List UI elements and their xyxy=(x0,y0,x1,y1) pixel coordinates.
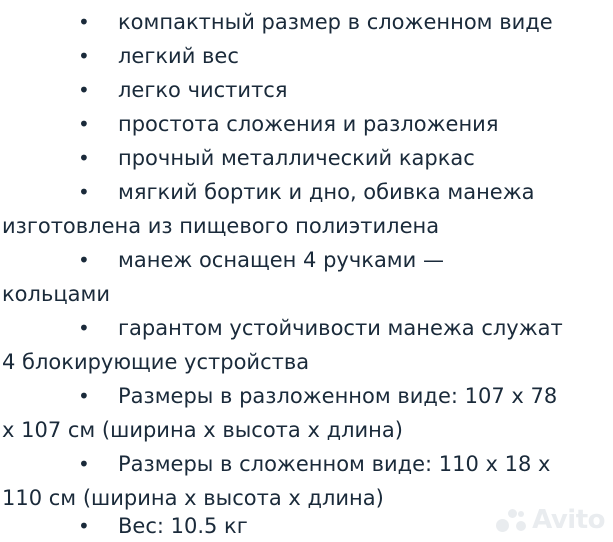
feature-line: прочный металлический каркас xyxy=(118,146,475,170)
feature-line-continuation: 110 см (ширина x высота x длина) xyxy=(2,486,384,510)
bullet: • xyxy=(78,10,90,34)
feature-line-continuation: 4 блокирующие устройства xyxy=(2,350,310,374)
feature-line-continuation: изготовлена из пищевого полиэтилена xyxy=(2,214,440,238)
feature-line: простота сложения и разложения xyxy=(118,112,499,136)
bullet: • xyxy=(78,452,90,476)
bullet: • xyxy=(78,146,90,170)
bullet: • xyxy=(78,248,90,272)
feature-line: Вес: 10.5 кг xyxy=(118,514,248,538)
bullet: • xyxy=(78,514,90,538)
feature-line: Размеры в разложенном виде: 107 x 78 xyxy=(118,384,558,408)
bullet: • xyxy=(78,44,90,68)
feature-line: гарантом устойчивости манежа служат xyxy=(118,316,563,340)
bullet: • xyxy=(78,384,90,408)
watermark-text: Avito xyxy=(532,505,605,535)
feature-line: мягкий бортик и дно, обивка манежа xyxy=(118,180,535,204)
bullet: • xyxy=(78,78,90,102)
bullet: • xyxy=(78,316,90,340)
feature-line: легко чистится xyxy=(118,78,288,102)
bullet: • xyxy=(78,180,90,204)
bullet: • xyxy=(78,112,90,136)
feature-line-continuation: x 107 см (ширина x высота x длина) xyxy=(2,418,403,442)
feature-line: компактный размер в сложенном виде xyxy=(118,10,553,34)
feature-line: легкий вес xyxy=(118,44,239,68)
avito-watermark xyxy=(496,504,605,536)
feature-line-continuation: кольцами xyxy=(2,282,110,306)
feature-line: манеж оснащен 4 ручками — xyxy=(118,248,444,272)
avito-logo-icon xyxy=(496,507,526,533)
feature-line: Размеры в сложенном виде: 110 x 18 x xyxy=(118,452,551,476)
